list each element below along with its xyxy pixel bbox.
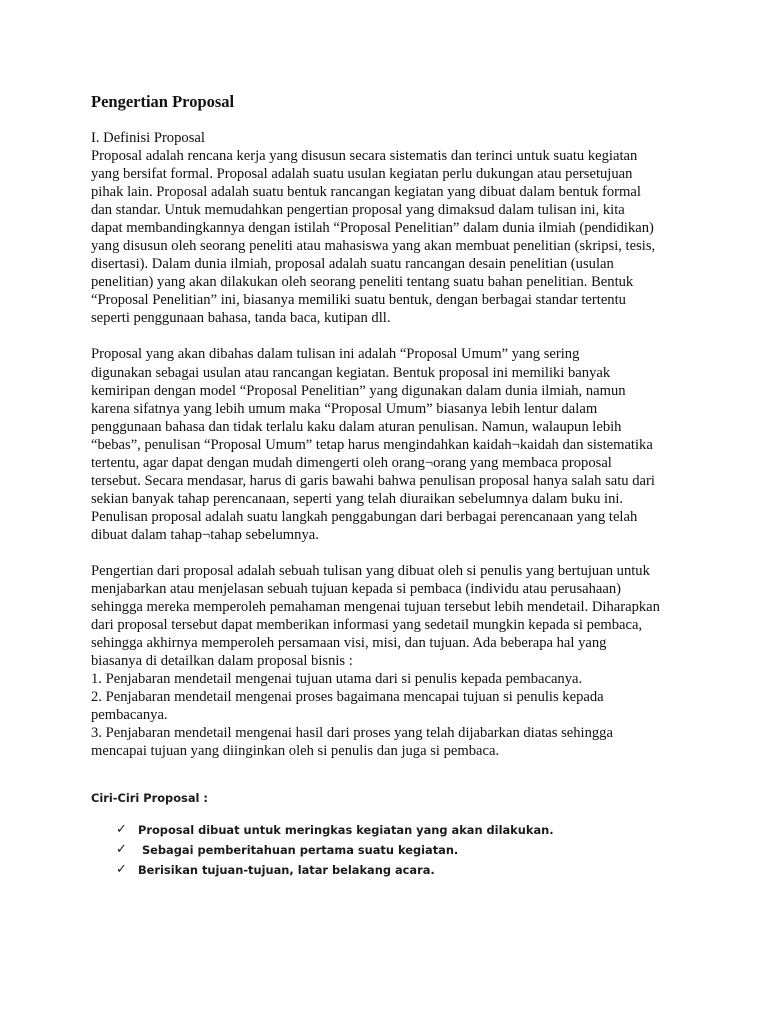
ciri-ciri-list <box>116 820 554 880</box>
paragraph-line: Pengertian dari proposal adalah sebuah tulisan yang dibuat oleh si penulis yang bertujuan untuk <box>91 562 650 579</box>
list-item <box>116 860 554 880</box>
paragraph-line: pihak lain. Proposal adalah suatu bentuk rancangan kegiatan yang dibuat dalam bentuk formal <box>91 184 641 201</box>
paragraph-line: kemiripan dengan model “Proposal Penelitian” yang digunakan dalam dunia ilmiah, namun <box>91 382 626 399</box>
paragraph-line: Proposal yang akan dibahas dalam tulisan ini adalah “Proposal Umum” yang sering <box>91 346 580 363</box>
paragraph-line: biasanya di detailkan dalam proposal bisnis : <box>91 653 353 670</box>
list-item <box>116 820 554 840</box>
paragraph-line: karena sifatnya yang lebih umum maka “Proposal Umum” biasanya lebih lentur dalam <box>91 400 598 417</box>
paragraph-line: Proposal adalah rencana kerja yang disusun secara sistematis dan terinci untuk suatu kegiatan <box>91 148 638 164</box>
paragraph-proposal-umum <box>91 345 683 544</box>
paragraph-line: sekian banyak tahap perencanaan, seperti yang telah diuraikan sebelumnya dalam buku ini. <box>91 490 624 507</box>
page-title: Pengertian Proposal <box>91 92 235 111</box>
paragraph-line: dapat membandingkannya dengan istilah “Proposal Penelitian” dalam dunia ilmiah (pendidikan) <box>91 220 654 237</box>
paragraph-line: mencapai tujuan yang diinginkan oleh si penulis dan juga si pembaca. <box>91 743 500 760</box>
paragraph-line: sehingga mereka memperoleh pemahaman mengenai tujuan tersebut lebih mendetail. Diharapkan <box>91 599 660 616</box>
paragraph-line: digunakan sebagai usulan atau rancangan kegiatan. Bentuk proposal ini memiliki banyak <box>91 364 611 381</box>
paragraph-line: seperti penggunaan bahasa, tanda baca, kutipan dll. <box>91 310 391 327</box>
paragraph-line: yang bersifat formal. Proposal adalah suatu usulan kegiatan perlu dukungan atau persetujuan <box>91 166 633 183</box>
paragraph-line: yang disusun oleh seorang peneliti atau mahasiswa yang akan membuat penelitian (skripsi, tesis, <box>91 238 656 255</box>
paragraph-line: dari proposal tersebut dapat memberikan informasi yang sedetail mungkin kepada si pembaca, <box>91 617 643 634</box>
ciri-ciri-heading: Ciri-Ciri Proposal : <box>91 791 208 805</box>
list-item <box>116 840 554 860</box>
checkmark-icon: ✓ <box>116 842 127 857</box>
paragraph-line: Penulisan proposal adalah suatu langkah penggabungan dari berbagai perencanaan yang telah <box>91 508 638 525</box>
paragraph-line: disertasi). Dalam dunia ilmiah, proposal adalah suatu rancangan desain penelitian (usulan <box>91 256 614 273</box>
document-page <box>91 92 683 761</box>
list-item-text: Berisikan tujuan-tujuan, latar belakang acara. <box>138 863 435 877</box>
paragraph-line: tersebut. Secara mendasar, harus di garis bawahi bahwa penulisan proposal hanya salah satu dari <box>91 472 655 489</box>
list-item-text: Proposal dibuat untuk meringkas kegiatan yang akan dilakukan. <box>138 823 554 837</box>
paragraph-line: dan standar. Untuk memudahkan pengertian proposal yang dimaksud dalam tulisan ini, kita <box>91 202 625 219</box>
paragraph-line: menjabarkan atau menjelasan sebuah tujuan kepada si pembaca (individu atau perusahaan) <box>91 581 622 598</box>
paragraph-line: 2. Penjabaran mendetail mengenai proses bagaimana mencapai tujuan si penulis kepada <box>91 689 604 706</box>
paragraph-definition <box>91 147 683 327</box>
paragraph-line: 1. Penjabaran mendetail mengenai tujuan utama dari si penulis kepada pembacanya. <box>91 671 583 688</box>
list-item-text: Sebagai pemberitahuan pertama suatu kegiatan. <box>138 843 459 857</box>
checkmark-icon: ✓ <box>116 822 127 837</box>
paragraph-line: penelitian) yang akan dilakukan oleh seorang peneliti tentang suatu bahan penelitian. Bentuk <box>91 274 634 291</box>
paragraph-line: tertentu, agar dapat dengan mudah dimengerti oleh orang¬orang yang membaca proposal <box>91 454 612 471</box>
paragraph-pengertian <box>91 562 683 761</box>
paragraph-line: dibuat dalam tahap¬tahap sebelumnya. <box>91 526 319 543</box>
paragraph-line: penggunaan bahasa dan tidak terlalu kaku dalam aturan penulisan. Namun, walaupun lebih <box>91 418 622 435</box>
paragraph-line: pembacanya. <box>91 707 168 724</box>
section-heading: I. Definisi Proposal <box>91 130 205 146</box>
paragraph-line: “bebas”, penulisan “Proposal Umum” tetap harus mengindahkan kaidah¬kaidah dan sistematika <box>91 436 653 453</box>
paragraph-line: “Proposal Penelitian” ini, biasanya memiliki suatu bentuk, dengan berbagai standar tertentu <box>91 292 626 309</box>
paragraph-line: sehingga akhirnya memperoleh persamaan visi, misi, dan tujuan. Ada beberapa hal yang <box>91 635 607 652</box>
checkmark-icon: ✓ <box>116 862 127 877</box>
paragraph-line: 3. Penjabaran mendetail mengenai hasil dari proses yang telah dijabarkan diatas sehingga <box>91 725 613 742</box>
